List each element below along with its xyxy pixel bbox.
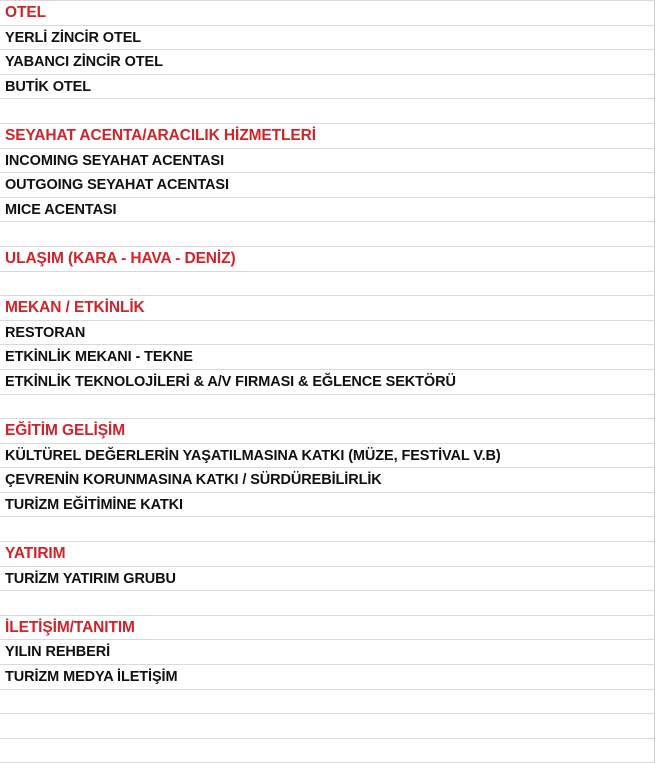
category-item-row[interactable]	[0, 173, 654, 198]
category-header-label: OTEL	[5, 4, 46, 21]
category-header-label: YATIRIM	[5, 545, 66, 563]
spacer-row[interactable]	[0, 99, 654, 124]
spacer-row[interactable]	[0, 591, 654, 616]
spacer-row[interactable]	[0, 739, 654, 763]
category-item-row[interactable]	[0, 444, 654, 469]
category-item-label: MICE ACENTASI	[5, 201, 117, 218]
category-item-label: ETKİNLİK MEKANI - TEKNE	[5, 349, 193, 366]
spacer-row[interactable]	[0, 222, 654, 247]
spacer-row[interactable]	[0, 690, 654, 715]
category-header-row[interactable]	[0, 124, 654, 149]
category-item-label: YERLİ ZİNCİR OTEL	[5, 29, 142, 46]
category-header-label: İLETİŞİM/TANITIM	[5, 618, 135, 636]
category-item-label: YILIN REHBERİ	[5, 644, 111, 661]
category-item-row[interactable]	[0, 493, 654, 518]
spacer-row[interactable]	[0, 272, 654, 297]
category-item-label: ÇEVRENİN KORUNMASINA KATKI / SÜRDÜREBİLİRLİK	[5, 472, 382, 489]
category-item-row[interactable]	[0, 567, 654, 592]
category-item-label: OUTGOING SEYAHAT ACENTASI	[5, 177, 229, 194]
category-header-label: MEKAN / ETKİNLİK	[5, 299, 145, 317]
category-item-label: RESTORAN	[5, 324, 86, 341]
category-item-row[interactable]	[0, 370, 654, 395]
category-header-row[interactable]	[0, 247, 654, 272]
spacer-row[interactable]	[0, 395, 654, 420]
category-header-label: ULAŞIM (KARA - HAVA - DENİZ)	[5, 249, 236, 267]
category-item-row[interactable]	[0, 198, 654, 223]
category-item-row[interactable]	[0, 345, 654, 370]
category-item-row[interactable]	[0, 75, 654, 100]
spacer-row[interactable]	[0, 517, 654, 542]
category-item-row[interactable]	[0, 321, 654, 346]
category-header-label: EĞİTİM GELİŞİM	[5, 422, 126, 440]
category-header-label: SEYAHAT ACENTA/ARACILIK HİZMETLERİ	[5, 126, 316, 144]
category-item-label: ETKİNLİK TEKNOLOJİLERİ & A/V FIRMASI & EĞLENCE SEKTÖRÜ	[5, 373, 456, 390]
category-header-row[interactable]	[0, 296, 654, 321]
category-item-row[interactable]	[0, 149, 654, 174]
category-header-row[interactable]	[0, 1, 654, 26]
category-item-row[interactable]	[0, 468, 654, 493]
category-item-row[interactable]	[0, 26, 654, 51]
category-item-label: YABANCI ZİNCİR OTEL	[5, 54, 163, 71]
category-item-row[interactable]	[0, 640, 654, 665]
category-item-label: BUTİK OTEL	[5, 78, 91, 95]
category-item-label: TURİZM MEDYA İLETİŞİM	[5, 669, 178, 686]
category-item-label: KÜLTÜREL DEĞERLERİN YAŞATILMASINA KATKI (MÜZE, FESTİVAL V.B)	[5, 447, 501, 464]
category-item-label: TURİZM YATIRIM GRUBU	[5, 570, 176, 587]
spacer-row[interactable]	[0, 714, 654, 739]
category-header-row[interactable]	[0, 419, 654, 444]
category-item-label: TURİZM EĞİTİMİNE KATKI	[5, 496, 183, 513]
category-header-row[interactable]	[0, 616, 654, 641]
category-item-row[interactable]	[0, 665, 654, 690]
category-item-label: INCOMING SEYAHAT ACENTASI	[5, 152, 225, 169]
category-item-row[interactable]	[0, 50, 654, 75]
category-header-row[interactable]	[0, 542, 654, 567]
